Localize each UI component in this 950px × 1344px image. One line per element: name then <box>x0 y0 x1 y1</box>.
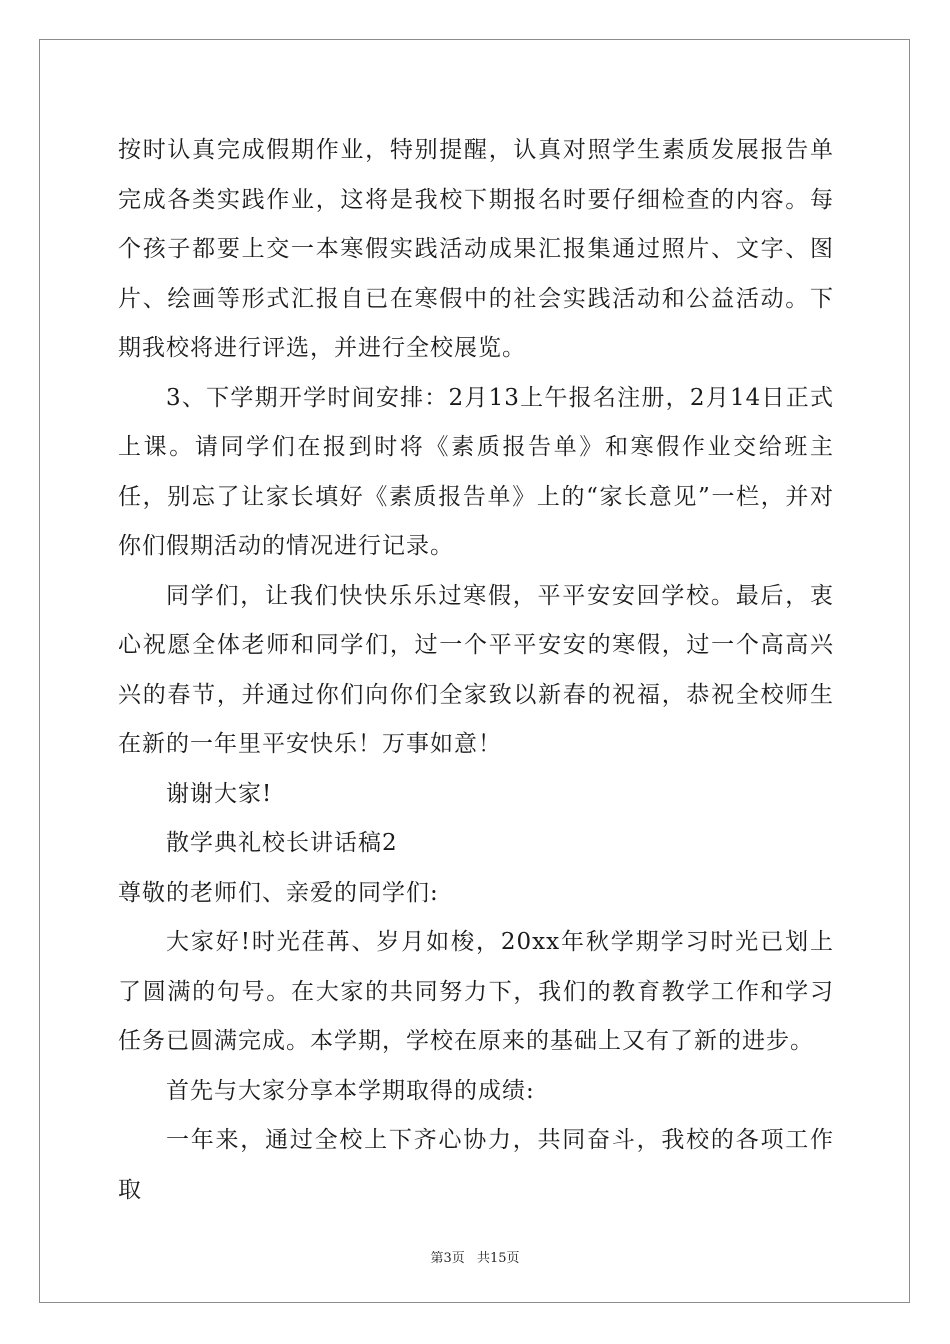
paragraph-achievements-intro: 首先与大家分享本学期取得的成绩: <box>166 1077 535 1104</box>
paragraph-greeting: 大家好!时光荏苒、岁月如梭，20xx年秋学期学习时光已划上了圆满的句号。在大家的共同努力下，我们的教育教学工作和学习任务已圆满完成。本学期，学校在原来的基础上又有了新的进步。 <box>118 929 834 1054</box>
paragraph-schedule: 3、下学期开学时间安排：2月13上午报名注册，2月14日正式上课。请同学们在报到时将《素质报告单》和寒假作业交给班主任，别忘了让家长填好《素质报告单》上的“家长意见”一栏，并对你们假期活动的情况进行记录。 <box>118 384 834 559</box>
paragraph-wishes: 同学们，让我们快快乐乐过寒假，平平安安回学校。最后，衷心祝愿全体老师和同学们，过一个平平安安的寒假，过一个高高兴兴的春节，并通过你们向你们全家致以新春的祝福，恭祝全校师生在新的一年里平安快乐！万事如意！ <box>118 582 834 757</box>
paragraph-homework: 按时认真完成假期作业，特别提醒，认真对照学生素质发展报告单完成各类实践作业，这将是我校下期报名时要仔细检查的内容。每个孩子都要上交一本寒假实践活动成果汇报集通过照片、文字、图片、绘画等形式汇报自已在寒假中的社会实践活动和公益活动。下期我校将进行评选，并进行全校展览。 <box>118 137 834 361</box>
page-footer <box>0 1247 950 1266</box>
page-number: 第3页 <box>430 1251 465 1266</box>
paragraph-thanks: 谢谢大家! <box>166 780 273 807</box>
document-body <box>118 126 834 1215</box>
page-total: 共15页 <box>476 1251 520 1266</box>
section-heading: 散学典礼校长讲话稿2 <box>166 830 398 856</box>
paragraph-year-summary: 一年来，通过全校上下齐心协力，共同奋斗，我校的各项工作取 <box>118 1127 834 1203</box>
salutation: 尊敬的老师们、亲爱的同学们: <box>118 879 439 906</box>
